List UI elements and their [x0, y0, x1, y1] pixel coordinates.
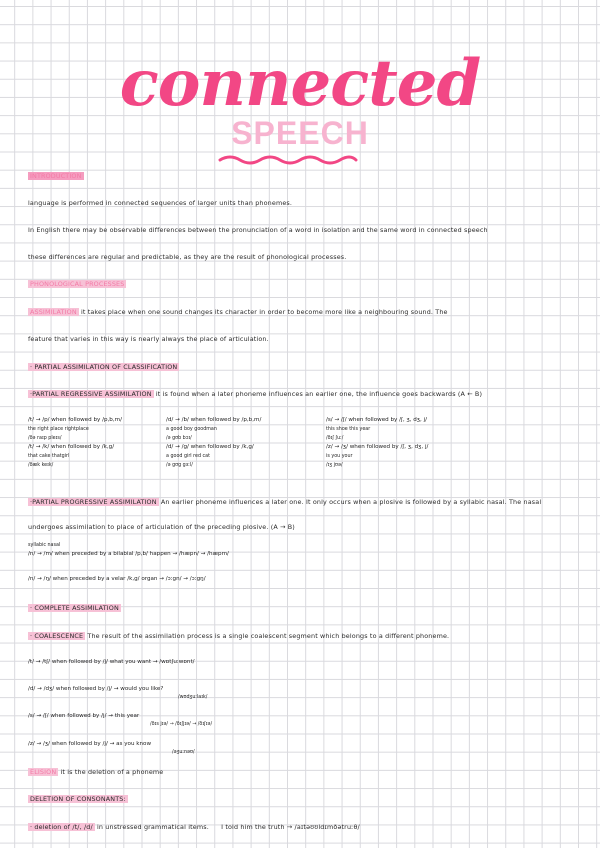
regressive-examples-col-1: /t/ → /p/ when followed by /p,b,m/ the right place rightplace /ðə raɪp pleɪs/ /t/ → /k/ when followed by /k,g/ that cake thatgirl /ðæk keɪk/ — [28, 417, 122, 468]
wavy-underline — [218, 152, 358, 168]
elision-label: ELISION — [30, 768, 57, 776]
coalescence-example-2-ipa: /wʊdʒuːlaɪk/ — [178, 695, 208, 700]
partial-assimilation-label: · PARTIAL ASSIMILATION OF CLASSIFICATION — [30, 363, 178, 371]
elision-bullet-1-label: · deletion of /t/, /d/ — [30, 823, 93, 831]
intro-line-1: language is performed in connected sequences of larger units than phonemes. — [28, 199, 293, 207]
elision-bullet-1-example: I told him the truth → /aɪtəʊʊldɪmðətruːθ/ — [221, 823, 360, 831]
coalescence-example-1: /t/ → /tʃ/ when followed by /j/ what you want → /wɒtʃuːwɒnt/ — [28, 659, 195, 665]
assimilation-line-1 — [28, 308, 448, 316]
coalescence-example-3-ipa: /ðɪs jɪə/ → /ðɪʃjɪə/ → /ðɪʃɪə/ — [150, 722, 213, 727]
regressive-desc: it is found when a later phoneme influences an earlier one, the influence goes backwards (A ← B) — [155, 390, 483, 398]
assimilation-label: ASSIMILATION — [30, 308, 77, 316]
regressive-label: ·PARTIAL REGRESSIVE ASSIMILATION — [30, 390, 152, 398]
progressive-example-2: /n/ → /ŋ/ when preceded by a velar /k,g/ organ → /ɔːgn/ → /ɔːgŋ/ — [28, 576, 206, 582]
elision-bullet-1-desc: in unstressed grammatical items. — [96, 823, 209, 831]
page-title: connected — [119, 46, 481, 121]
deletion-consonants-label: DELETION OF CONSONANTS: — [30, 795, 126, 803]
coalescence-desc: The result of the assimilation process is a single coalescent segment which belongs to a different phoneme. — [87, 632, 450, 640]
heading-introduction: INTRODUCTION — [30, 172, 82, 180]
intro-line-3: these differences are regular and predictable, as they are the result of phonological processes. — [28, 253, 347, 261]
coalescence-example-2: /d/ → /dʒ/ when followed by /j/ → would you like? — [28, 686, 164, 692]
regressive-examples-col-3: /s/ → /ʃ/ when followed by /ʃ, ʒ, dʒ, j/ this shoe this year /ðɪʃ ʃuː/ /z/ → /ʒ/ when followed by /ʃ, ʒ, dʒ, j/ is you your /ɪʒ jʊə/ — [326, 417, 429, 468]
assimilation-desc-1: it takes place when one sound changes its character in order to become more like a neighbouring sound. The — [80, 308, 448, 316]
coalescence-example-4: /z/ → /ʒ/ when followed by /j/ → as you know — [28, 741, 152, 747]
coalescence-example-4-ipa: /əʒuːnəʊ/ — [172, 750, 195, 755]
complete-assimilation-label: · COMPLETE ASSIMILATION — [30, 604, 119, 612]
intro-line-2: In English there may be observable differences between the pronunciation of a word in isolation and the same word in connected speech — [28, 226, 488, 234]
elision-bullet-1 — [28, 823, 360, 831]
regressive-line — [28, 390, 482, 398]
elision-line — [28, 768, 163, 776]
progressive-desc: An earlier phoneme influences a later one. It only occurs when a plosive is followed by a syllabic nasal. The nasal — [160, 498, 542, 506]
heading-phonological-processes: PHONOLOGICAL PROCESSES — [30, 280, 125, 288]
elision-desc: it is the deletion of a phoneme — [60, 768, 164, 776]
progressive-example-1: /n/ → /m/ when preceded by a bilabial /p,b/ happen → /hæpn/ → /hæpm/ — [28, 551, 229, 557]
regressive-examples-col-2: /d/ → /b/ when followed by /p,b,m/ a good boy goodman /ə gʊb bɔɪ/ /d/ → /g/ when followed by /k,g/ a good girl red cat /ə gʊg gɜːl/ — [166, 417, 262, 468]
coalescence-line — [28, 632, 449, 640]
progressive-label: ·PARTIAL PROGRESSIVE ASSIMILATION — [30, 498, 157, 506]
syllabic-nasal-note: syllabic nasal — [28, 543, 61, 548]
coalescence-example-3: /s/ → /ʃ/ when followed by /j/ → this year — [28, 713, 140, 719]
assimilation-line-2: feature that varies in this way is nearly always the place of articulation. — [28, 335, 269, 343]
page-subtitle: SPEECH — [231, 115, 369, 151]
progressive-desc-2: undergoes assimilation to place of articulation of the preceding plosive. (A → B) — [28, 523, 295, 531]
progressive-line — [28, 498, 541, 506]
coalescence-label: · COALESCENCE — [30, 632, 84, 640]
